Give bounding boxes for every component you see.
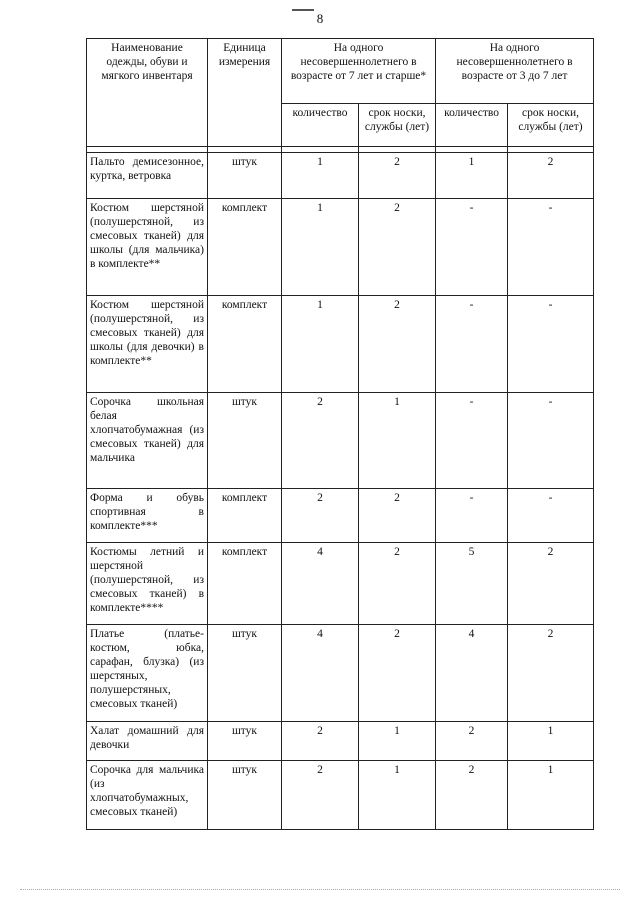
- item-unit: штук: [208, 761, 282, 830]
- table-header: [87, 39, 594, 153]
- wear-period-3-7: 2: [508, 153, 594, 199]
- item-unit: штук: [208, 393, 282, 489]
- table-row: [87, 761, 594, 830]
- header-name: Наименование одежды, обуви и мягкого инвентаря: [87, 39, 208, 147]
- item-name: Сорочка для мальчика (из хлопчатобумажных, смесовых тканей): [87, 761, 208, 830]
- item-unit: штук: [208, 722, 282, 761]
- item-unit: штук: [208, 625, 282, 722]
- quantity-3-7: -: [436, 489, 508, 543]
- quantity-3-7: 5: [436, 543, 508, 625]
- wear-period-3-7: -: [508, 489, 594, 543]
- item-unit: комплект: [208, 296, 282, 393]
- wear-period-3-7: 2: [508, 625, 594, 722]
- wear-period-3-7: -: [508, 393, 594, 489]
- quantity-3-7: 2: [436, 761, 508, 830]
- wear-period-3-7: 2: [508, 543, 594, 625]
- wear-period-7-plus: 2: [359, 153, 436, 199]
- quantity-7-plus: 1: [282, 199, 359, 296]
- quantity-7-plus: 1: [282, 296, 359, 393]
- wear-period-7-plus: 1: [359, 761, 436, 830]
- header-wear-period-3-7: срок носки, службы (лет): [508, 104, 594, 147]
- scan-footer-noise: [20, 889, 620, 891]
- table-row: [87, 393, 594, 489]
- table-row: [87, 722, 594, 761]
- item-name: Платье (платье-костюм, юбка, сарафан, блузка) (из шерстяных, полушерстяных, смесовых тканей): [87, 625, 208, 722]
- header-unit: Единица измерения: [208, 39, 282, 147]
- quantity-7-plus: 4: [282, 625, 359, 722]
- item-unit: штук: [208, 153, 282, 199]
- wear-period-7-plus: 2: [359, 543, 436, 625]
- page-number: 8: [316, 11, 324, 26]
- quantity-3-7: 1: [436, 153, 508, 199]
- wear-period-3-7: -: [508, 296, 594, 393]
- item-unit: комплект: [208, 543, 282, 625]
- wear-period-7-plus: 1: [359, 722, 436, 761]
- header-quantity-3-7: количество: [436, 104, 508, 147]
- quantity-3-7: 2: [436, 722, 508, 761]
- item-name: Сорочка школьная белая хлопчатобумажная (из смесовых тканей) для мальчика: [87, 393, 208, 489]
- table-row: [87, 153, 594, 199]
- item-name: Пальто демисезонное, куртка, ветровка: [87, 153, 208, 199]
- quantity-7-plus: 2: [282, 393, 359, 489]
- quantity-3-7: -: [436, 393, 508, 489]
- item-unit: комплект: [208, 199, 282, 296]
- quantity-7-plus: 2: [282, 722, 359, 761]
- quantity-7-plus: 4: [282, 543, 359, 625]
- header-group-3-7: На одного несовершеннолетнего в возрасте от 3 до 7 лет: [436, 39, 594, 104]
- table-row: [87, 296, 594, 393]
- wear-period-3-7: 1: [508, 722, 594, 761]
- wear-period-3-7: 1: [508, 761, 594, 830]
- item-name: Форма и обувь спортивная в комплекте***: [87, 489, 208, 543]
- header-wear-period-7-plus: срок носки, службы (лет): [359, 104, 436, 147]
- table-row: [87, 625, 594, 722]
- quantity-3-7: -: [436, 199, 508, 296]
- item-name: Костюм шерстяной (полушерстяной, из смесовых тканей) для школы (для девочки) в комплекте**: [87, 296, 208, 393]
- wear-period-7-plus: 1: [359, 393, 436, 489]
- wear-period-7-plus: 2: [359, 625, 436, 722]
- header-group-7-plus: На одного несовершеннолетнего в возрасте от 7 лет и старше*: [282, 39, 436, 104]
- table-row: [87, 199, 594, 296]
- header-quantity-7-plus: количество: [282, 104, 359, 147]
- item-unit: комплект: [208, 489, 282, 543]
- item-name: Костюмы летний и шерстяной (полушерстяной, из смесовых тканей) в комплекте****: [87, 543, 208, 625]
- quantity-7-plus: 2: [282, 489, 359, 543]
- wear-period-7-plus: 2: [359, 489, 436, 543]
- table-row: [87, 543, 594, 625]
- quantity-7-plus: 2: [282, 761, 359, 830]
- wear-period-3-7: -: [508, 199, 594, 296]
- wear-period-7-plus: 2: [359, 199, 436, 296]
- item-name: Костюм шерстяной (полушерстяной, из смесовых тканей) для школы (для мальчика) в комплекте**: [87, 199, 208, 296]
- quantity-3-7: 4: [436, 625, 508, 722]
- item-name: Халат домашний для девочки: [87, 722, 208, 761]
- clothing-norms-table: [86, 38, 594, 830]
- wear-period-7-plus: 2: [359, 296, 436, 393]
- quantity-7-plus: 1: [282, 153, 359, 199]
- table-row: [87, 489, 594, 543]
- quantity-3-7: -: [436, 296, 508, 393]
